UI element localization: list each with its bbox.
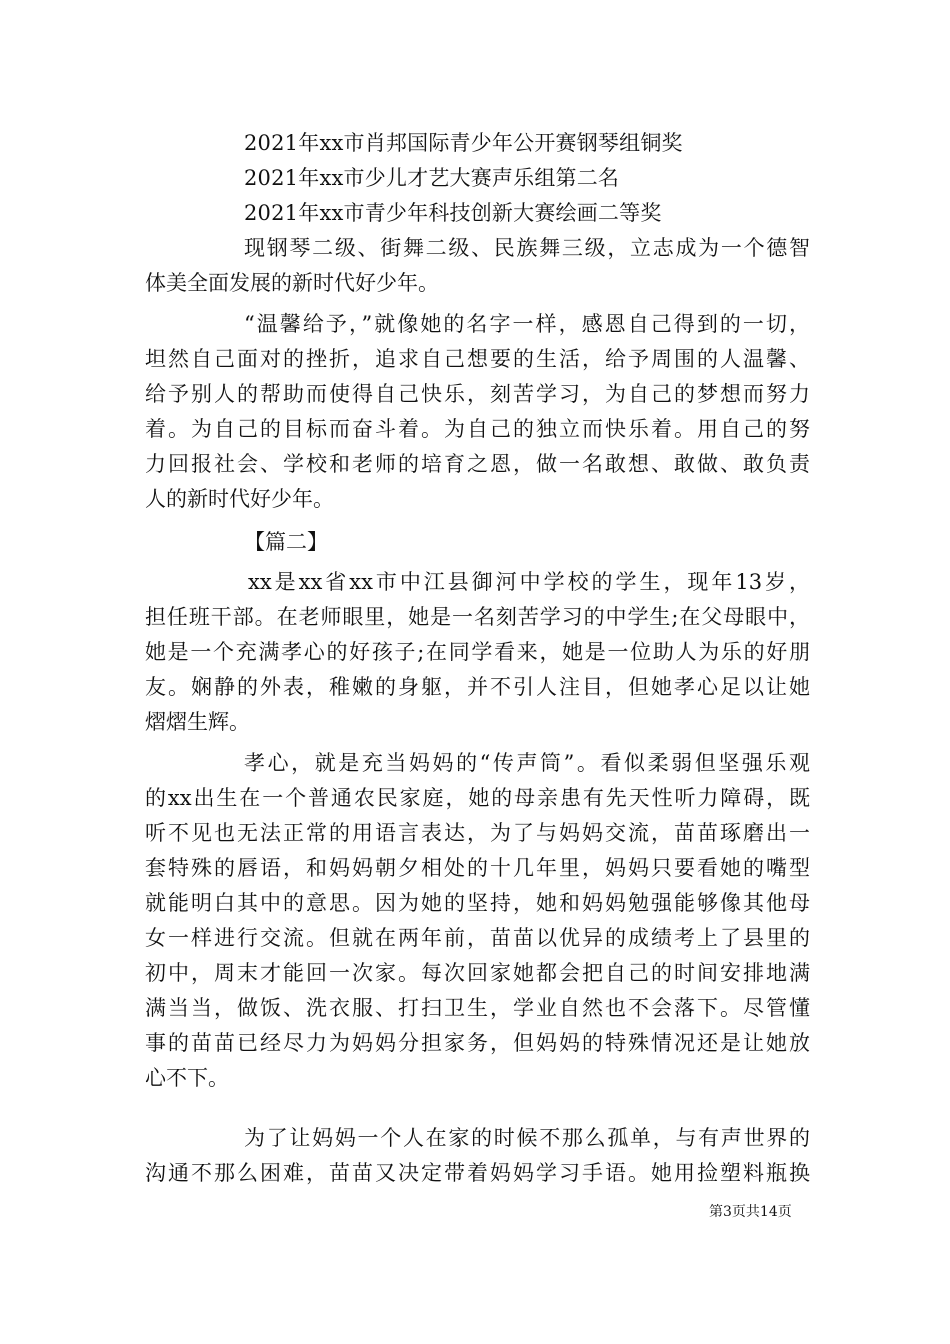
- paragraph-line: 担任班干部。在老师眼里，她是一名刻苦学习的中学生;在父母眼中，: [145, 605, 810, 629]
- paragraph-line: 为了让妈妈一个人在家的时候不那么孤单，与有声世界的: [244, 1126, 810, 1150]
- paragraph-line: 她是一个充满孝心的好孩子;在同学看来，她是一位助人为乐的好朋: [145, 640, 810, 664]
- paragraph-line: 女一样进行交流。但就在两年前，苗苗以优异的成绩考上了县里的: [145, 926, 810, 950]
- paragraph-line: 心不下。: [145, 1066, 229, 1090]
- paragraph-line: “温馨给予，”就像她的名字一样，感恩自己得到的一切，: [244, 312, 810, 336]
- paragraph-line: 孝心，就是充当妈妈的“传声筒”。看似柔弱但坚强乐观: [244, 751, 810, 775]
- paragraph-line: 现钢琴二级、街舞二级、民族舞三级，立志成为一个德智: [244, 236, 810, 260]
- paragraph-line: 初中，周末才能回一次家。每次回家她都会把自己的时间安排地满: [145, 961, 810, 985]
- section-title: 【篇二】: [244, 530, 328, 554]
- paragraph-line: 人的新时代好少年。: [145, 487, 334, 511]
- award-line: 2021年xx市少儿才艺大赛声乐组第二名: [244, 166, 620, 190]
- paragraph-line: 满当当，做饭、洗衣服、打扫卫生，学业自然也不会落下。尽管懂: [145, 996, 810, 1020]
- award-line: 2021年xx市青少年科技创新大赛绘画二等奖: [244, 201, 662, 225]
- page-number: 第3页共14页: [709, 1204, 792, 1220]
- paragraph-line: 事的苗苗已经尽力为妈妈分担家务，但妈妈的特殊情况还是让她放: [145, 1031, 810, 1055]
- paragraph-line: 坦然自己面对的挫折，追求自己想要的生活，给予周围的人温馨、: [145, 347, 810, 371]
- paragraph-line: 套特殊的唇语，和妈妈朝夕相处的十几年里，妈妈只要看她的嘴型: [145, 856, 810, 880]
- paragraph-line: 体美全面发展的新时代好少年。: [145, 271, 439, 295]
- paragraph-line: 力回报社会、学校和老师的培育之恩，做一名敢想、敢做、敢负责: [145, 452, 810, 476]
- paragraph-line: 友。娴静的外表，稚嫩的身躯，并不引人注目，但她孝心足以让她: [145, 675, 810, 699]
- paragraph-line: xx是xx省xx市中江县御河中学校的学生，现年13岁，: [248, 570, 810, 594]
- paragraph-line: 的xx出生在一个普通农民家庭，她的母亲患有先天性听力障碍，既: [145, 786, 810, 810]
- paragraph-line: 听不见也无法正常的用语言表达，为了与妈妈交流，苗苗琢磨出一: [145, 821, 810, 845]
- paragraph-line: 着。为自己的目标而奋斗着。为自己的独立而快乐着。用自己的努: [145, 417, 810, 441]
- paragraph-line: 给予别人的帮助而使得自己快乐，刻苦学习，为自己的梦想而努力: [145, 382, 810, 406]
- paragraph-line: 沟通不那么困难，苗苗又决定带着妈妈学习手语。她用捡塑料瓶换: [145, 1161, 810, 1185]
- paragraph-line: 就能明白其中的意思。因为她的坚持，她和妈妈勉强能够像其他母: [145, 891, 810, 915]
- award-line: 2021年xx市肖邦国际青少年公开赛钢琴组铜奖: [244, 131, 683, 155]
- paragraph-line: 熠熠生辉。: [145, 710, 250, 734]
